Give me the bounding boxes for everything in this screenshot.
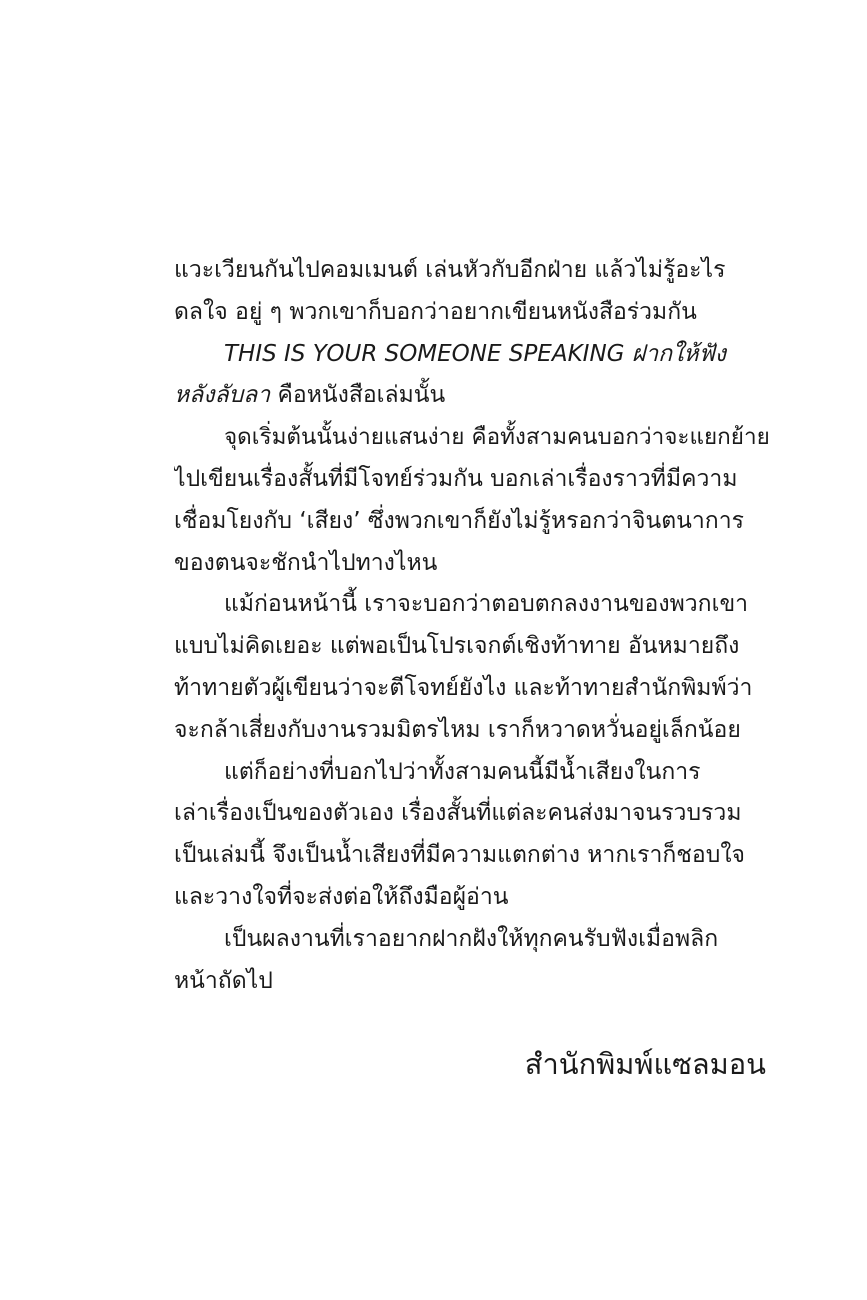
text-line: [174, 710, 770, 752]
text-line: [174, 626, 770, 668]
text-line: [174, 961, 770, 1003]
line-text: แม้ก่อนหน้านี้ เราจะบอกว่าตอบตกลงงานของพวกเขา: [224, 591, 749, 618]
line-text: แต่ก็อย่างที่บอกไปว่าทั้งสามคนนี้มีน้ำเสียงในการ: [224, 758, 701, 785]
text-line: [174, 292, 770, 334]
line-text: แวะเวียนกันไปคอมเมนต์ เล่นหัวกับอีกฝ่าย แล้วไม่รู้อะไร: [174, 257, 726, 283]
text-line: [174, 250, 770, 292]
text-line: [174, 919, 770, 961]
line-text: ไปเขียนเรื่องสั้นที่มีโจทย์ร่วมกัน บอกเล่าเรื่องราวที่มีความ: [174, 465, 738, 492]
line-text: เป็นเล่มนี้ จึงเป็นน้ำเสียงที่มีความแตกต่าง หากเราก็ชอบใจ: [174, 842, 746, 869]
line-text: ท้าทายตัวผู้เขียนว่าจะตีโจทย์ยังไง และท้าทายสำนักพิมพ์ว่า: [174, 674, 753, 701]
line-text: และวางใจที่จะส่งต่อให้ถึงมือผู้อ่าน: [174, 883, 509, 910]
line-text: ของตนจะชักนำไปทางไหน: [174, 549, 438, 576]
line-text: หน้าถัดไป: [174, 967, 273, 994]
text-line: [174, 752, 770, 794]
text-line: [174, 459, 770, 501]
text-line: [174, 835, 770, 877]
italic-text: หลังลับลา: [174, 382, 271, 409]
line-text: เล่าเรื่องเป็นของตัวเอง เรื่องสั้นที่แต่ละคนส่งมาจนรวบรวม: [174, 800, 742, 827]
line-text: เป็นผลงานที่เราอยากฝากฝังให้ทุกคนรับฟังเมื่อพลิก: [224, 925, 719, 952]
text-line: [174, 375, 770, 417]
line-text: ดลใจ อยู่ ๆ พวกเขาก็บอกว่าอยากเขียนหนังสือร่วมกัน: [174, 298, 697, 325]
text-line: [174, 584, 770, 626]
text-line: [174, 501, 770, 543]
line-text: จะกล้าเสี่ยงกับงานรวมมิตรไหม เราก็หวาดหวั่นอยู่เล็กน้อย: [174, 716, 741, 743]
text-line: [174, 417, 770, 459]
line-text: คือหนังสือเล่มนั้น: [270, 382, 446, 409]
text-line: [174, 793, 770, 835]
publisher-signature: สำนักพิมพ์แซลมอน: [524, 1047, 766, 1081]
body-text: [174, 250, 770, 1002]
line-text: แบบไม่คิดเยอะ แต่พอเป็นโปรเจกต์เชิงท้าทาย อันหมายถึง: [174, 633, 740, 660]
line-text: จุดเริ่มต้นนั้นง่ายแสนง่าย คือทั้งสามคนบอกว่าจะแยกย้าย: [224, 424, 770, 451]
italic-text: THIS IS YOUR SOMEONE SPEAKING ฝากให้ฟัง: [224, 340, 727, 367]
text-line: [174, 543, 770, 585]
text-line: [174, 877, 770, 919]
text-line: [174, 334, 770, 376]
text-line: [174, 668, 770, 710]
line-text: เชื่อมโยงกับ ‘เสียง’ ซึ่งพวกเขาก็ยังไม่รู้หรอกว่าจินตนาการ: [174, 507, 744, 534]
